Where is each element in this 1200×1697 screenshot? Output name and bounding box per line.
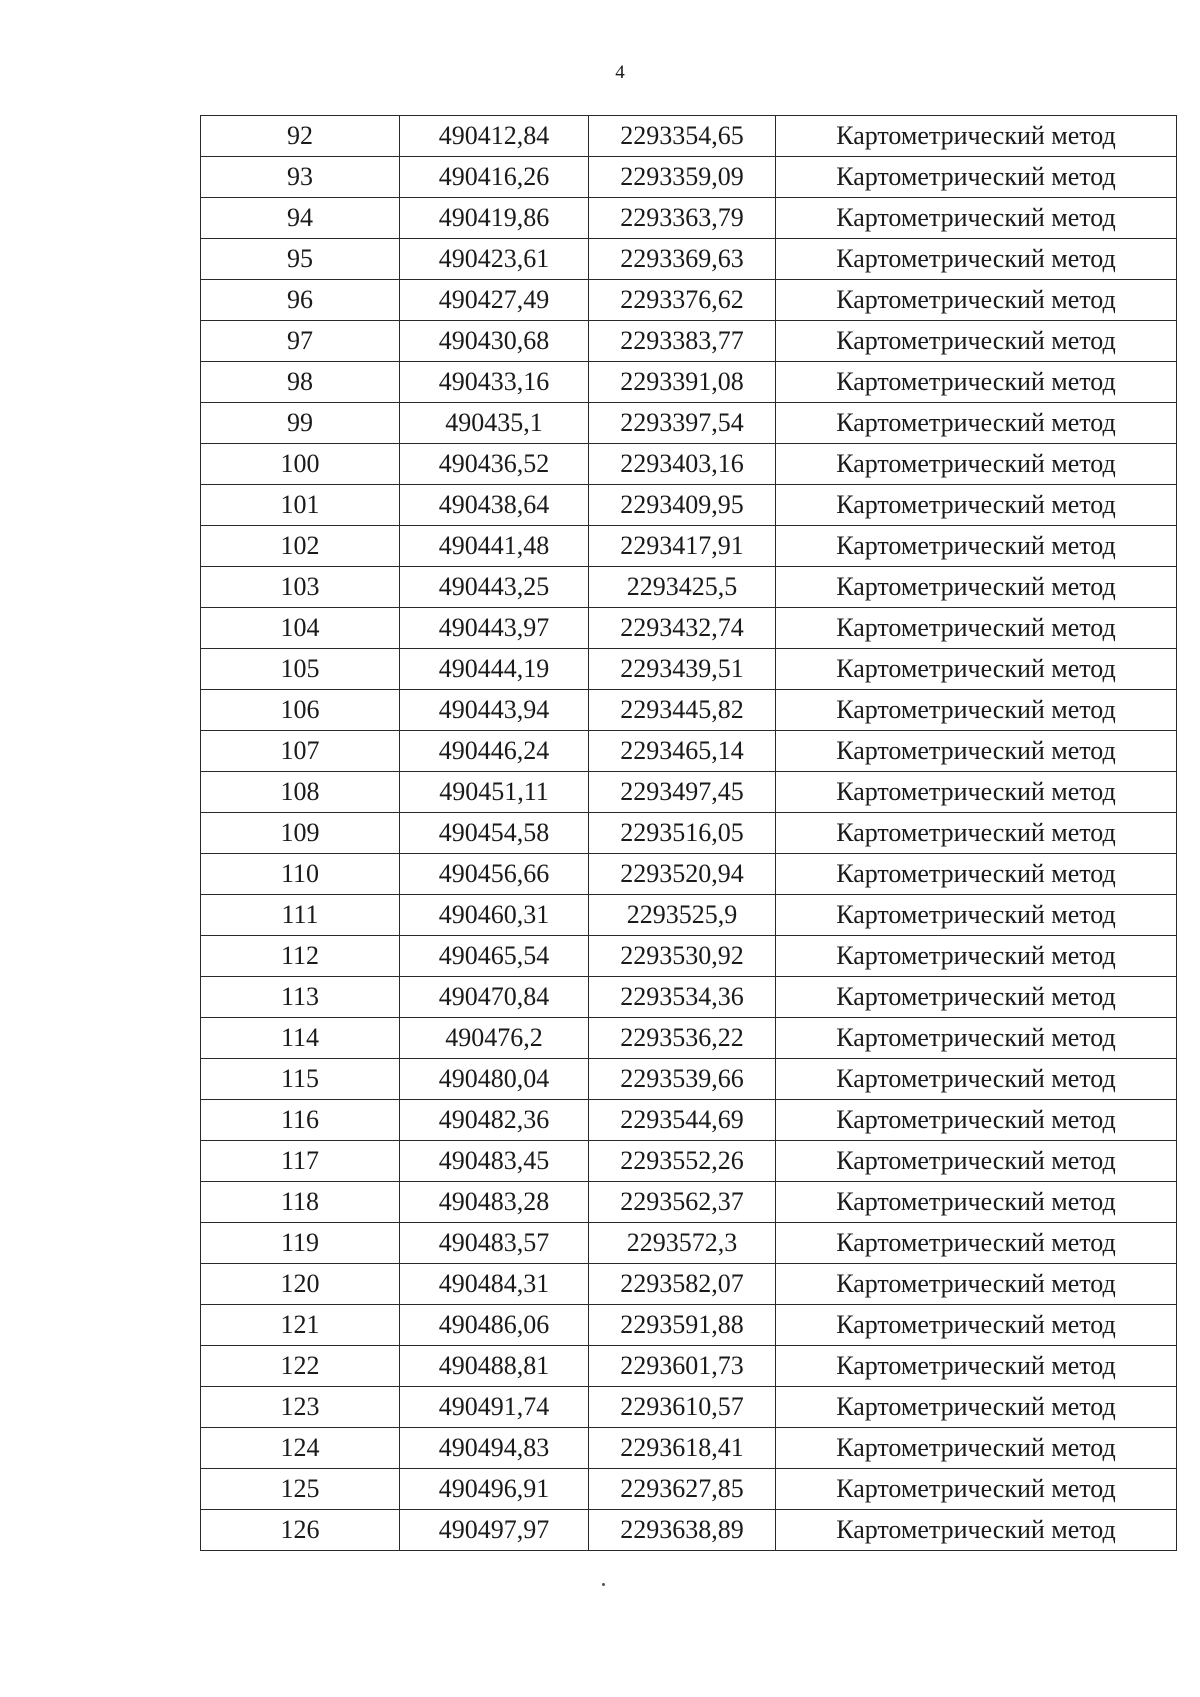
x-coordinate-cell: 490438,64: [400, 485, 589, 526]
table-row: [201, 444, 1177, 485]
y-coordinate-cell: 2293610,57: [589, 1387, 776, 1428]
y-coordinate-cell: 2293445,82: [589, 690, 776, 731]
point-number-cell: 106: [201, 690, 400, 731]
table-row: [201, 403, 1177, 444]
x-coordinate-cell: 490484,31: [400, 1264, 589, 1305]
point-number-cell: 100: [201, 444, 400, 485]
point-number-cell: 94: [201, 198, 400, 239]
method-cell: Картометрический метод: [776, 649, 1177, 690]
table-row: [201, 1346, 1177, 1387]
x-coordinate-cell: 490446,24: [400, 731, 589, 772]
method-cell: Картометрический метод: [776, 1018, 1177, 1059]
table-row: [201, 1059, 1177, 1100]
y-coordinate-cell: 2293530,92: [589, 936, 776, 977]
method-cell: Картометрический метод: [776, 813, 1177, 854]
y-coordinate-cell: 2293465,14: [589, 731, 776, 772]
point-number-cell: 99: [201, 403, 400, 444]
x-coordinate-cell: 490454,58: [400, 813, 589, 854]
method-cell: Картометрический метод: [776, 526, 1177, 567]
table-row: [201, 813, 1177, 854]
method-cell: Картометрический метод: [776, 608, 1177, 649]
y-coordinate-cell: 2293582,07: [589, 1264, 776, 1305]
y-coordinate-cell: 2293516,05: [589, 813, 776, 854]
x-coordinate-cell: 490480,04: [400, 1059, 589, 1100]
table-row: [201, 362, 1177, 403]
method-cell: Картометрический метод: [776, 1305, 1177, 1346]
x-coordinate-cell: 490443,97: [400, 608, 589, 649]
x-coordinate-cell: 490488,81: [400, 1346, 589, 1387]
point-number-cell: 125: [201, 1469, 400, 1510]
method-cell: Картометрический метод: [776, 362, 1177, 403]
y-coordinate-cell: 2293552,26: [589, 1141, 776, 1182]
method-cell: Картометрический метод: [776, 1346, 1177, 1387]
y-coordinate-cell: 2293383,77: [589, 321, 776, 362]
x-coordinate-cell: 490483,28: [400, 1182, 589, 1223]
method-cell: Картометрический метод: [776, 157, 1177, 198]
point-number-cell: 109: [201, 813, 400, 854]
table-row: [201, 608, 1177, 649]
y-coordinate-cell: 2293397,54: [589, 403, 776, 444]
table-row: [201, 772, 1177, 813]
x-coordinate-cell: 490456,66: [400, 854, 589, 895]
point-number-cell: 111: [201, 895, 400, 936]
table-row: [201, 1141, 1177, 1182]
x-coordinate-cell: 490483,45: [400, 1141, 589, 1182]
point-number-cell: 115: [201, 1059, 400, 1100]
x-coordinate-cell: 490483,57: [400, 1223, 589, 1264]
y-coordinate-cell: 2293572,3: [589, 1223, 776, 1264]
x-coordinate-cell: 490486,06: [400, 1305, 589, 1346]
method-cell: Картометрический метод: [776, 977, 1177, 1018]
x-coordinate-cell: 490470,84: [400, 977, 589, 1018]
method-cell: Картометрический метод: [776, 116, 1177, 157]
point-number-cell: 122: [201, 1346, 400, 1387]
table-row: [201, 198, 1177, 239]
method-cell: Картометрический метод: [776, 485, 1177, 526]
point-number-cell: 93: [201, 157, 400, 198]
y-coordinate-cell: 2293536,22: [589, 1018, 776, 1059]
x-coordinate-cell: 490430,68: [400, 321, 589, 362]
method-cell: Картометрический метод: [776, 1510, 1177, 1551]
method-cell: Картометрический метод: [776, 321, 1177, 362]
table-row: [201, 239, 1177, 280]
table-row: [201, 321, 1177, 362]
table-row: [201, 280, 1177, 321]
y-coordinate-cell: 2293417,91: [589, 526, 776, 567]
point-number-cell: 121: [201, 1305, 400, 1346]
point-number-cell: 113: [201, 977, 400, 1018]
table-row: [201, 1469, 1177, 1510]
method-cell: Картометрический метод: [776, 854, 1177, 895]
x-coordinate-cell: 490497,97: [400, 1510, 589, 1551]
table-row: [201, 1428, 1177, 1469]
point-number-cell: 117: [201, 1141, 400, 1182]
y-coordinate-cell: 2293601,73: [589, 1346, 776, 1387]
method-cell: Картометрический метод: [776, 567, 1177, 608]
table-row: [201, 1100, 1177, 1141]
table-row: [201, 649, 1177, 690]
point-number-cell: 116: [201, 1100, 400, 1141]
method-cell: Картометрический метод: [776, 198, 1177, 239]
table-row: [201, 854, 1177, 895]
x-coordinate-cell: 490460,31: [400, 895, 589, 936]
point-number-cell: 103: [201, 567, 400, 608]
method-cell: Картометрический метод: [776, 1428, 1177, 1469]
y-coordinate-cell: 2293520,94: [589, 854, 776, 895]
point-number-cell: 110: [201, 854, 400, 895]
table-row: [201, 936, 1177, 977]
method-cell: Картометрический метод: [776, 1223, 1177, 1264]
point-number-cell: 101: [201, 485, 400, 526]
table-row: [201, 1305, 1177, 1346]
method-cell: Картометрический метод: [776, 731, 1177, 772]
method-cell: Картометрический метод: [776, 1264, 1177, 1305]
x-coordinate-cell: 490465,54: [400, 936, 589, 977]
y-coordinate-cell: 2293525,9: [589, 895, 776, 936]
y-coordinate-cell: 2293354,65: [589, 116, 776, 157]
point-number-cell: 118: [201, 1182, 400, 1223]
x-coordinate-cell: 490451,11: [400, 772, 589, 813]
method-cell: Картометрический метод: [776, 690, 1177, 731]
point-number-cell: 102: [201, 526, 400, 567]
point-number-cell: 112: [201, 936, 400, 977]
x-coordinate-cell: 490436,52: [400, 444, 589, 485]
point-number-cell: 105: [201, 649, 400, 690]
table-row: [201, 1018, 1177, 1059]
point-number-cell: 123: [201, 1387, 400, 1428]
table-row: [201, 526, 1177, 567]
y-coordinate-cell: 2293497,45: [589, 772, 776, 813]
table-row: [201, 895, 1177, 936]
y-coordinate-cell: 2293359,09: [589, 157, 776, 198]
y-coordinate-cell: 2293369,63: [589, 239, 776, 280]
method-cell: Картометрический метод: [776, 1387, 1177, 1428]
y-coordinate-cell: 2293562,37: [589, 1182, 776, 1223]
table-row: [201, 1182, 1177, 1223]
y-coordinate-cell: 2293534,36: [589, 977, 776, 1018]
method-cell: Картометрический метод: [776, 403, 1177, 444]
y-coordinate-cell: 2293376,62: [589, 280, 776, 321]
x-coordinate-cell: 490496,91: [400, 1469, 589, 1510]
x-coordinate-cell: 490491,74: [400, 1387, 589, 1428]
method-cell: Картометрический метод: [776, 280, 1177, 321]
point-number-cell: 107: [201, 731, 400, 772]
method-cell: Картометрический метод: [776, 1469, 1177, 1510]
method-cell: Картометрический метод: [776, 444, 1177, 485]
x-coordinate-cell: 490494,83: [400, 1428, 589, 1469]
point-number-cell: 119: [201, 1223, 400, 1264]
x-coordinate-cell: 490416,26: [400, 157, 589, 198]
y-coordinate-cell: 2293403,16: [589, 444, 776, 485]
coordinates-table: [200, 115, 1177, 1551]
x-coordinate-cell: 490433,16: [400, 362, 589, 403]
y-coordinate-cell: 2293425,5: [589, 567, 776, 608]
point-number-cell: 120: [201, 1264, 400, 1305]
y-coordinate-cell: 2293638,89: [589, 1510, 776, 1551]
y-coordinate-cell: 2293618,41: [589, 1428, 776, 1469]
method-cell: Картометрический метод: [776, 1100, 1177, 1141]
table-row: [201, 1510, 1177, 1551]
x-coordinate-cell: 490419,86: [400, 198, 589, 239]
point-number-cell: 114: [201, 1018, 400, 1059]
y-coordinate-cell: 2293627,85: [589, 1469, 776, 1510]
scan-dot: [602, 1583, 605, 1586]
point-number-cell: 104: [201, 608, 400, 649]
table-row: [201, 485, 1177, 526]
table-row: [201, 690, 1177, 731]
method-cell: Картометрический метод: [776, 772, 1177, 813]
point-number-cell: 98: [201, 362, 400, 403]
x-coordinate-cell: 490412,84: [400, 116, 589, 157]
table-row: [201, 731, 1177, 772]
x-coordinate-cell: 490443,94: [400, 690, 589, 731]
y-coordinate-cell: 2293409,95: [589, 485, 776, 526]
x-coordinate-cell: 490476,2: [400, 1018, 589, 1059]
point-number-cell: 126: [201, 1510, 400, 1551]
point-number-cell: 97: [201, 321, 400, 362]
method-cell: Картометрический метод: [776, 936, 1177, 977]
coordinates-table-body: [201, 116, 1177, 1551]
x-coordinate-cell: 490444,19: [400, 649, 589, 690]
table-row: [201, 977, 1177, 1018]
y-coordinate-cell: 2293544,69: [589, 1100, 776, 1141]
point-number-cell: 124: [201, 1428, 400, 1469]
y-coordinate-cell: 2293439,51: [589, 649, 776, 690]
method-cell: Картометрический метод: [776, 1141, 1177, 1182]
y-coordinate-cell: 2293363,79: [589, 198, 776, 239]
table-row: [201, 1264, 1177, 1305]
x-coordinate-cell: 490435,1: [400, 403, 589, 444]
y-coordinate-cell: 2293591,88: [589, 1305, 776, 1346]
x-coordinate-cell: 490441,48: [400, 526, 589, 567]
table-row: [201, 116, 1177, 157]
table-row: [201, 567, 1177, 608]
x-coordinate-cell: 490427,49: [400, 280, 589, 321]
method-cell: Картометрический метод: [776, 239, 1177, 280]
table-row: [201, 1223, 1177, 1264]
method-cell: Картометрический метод: [776, 1059, 1177, 1100]
point-number-cell: 92: [201, 116, 400, 157]
y-coordinate-cell: 2293391,08: [589, 362, 776, 403]
x-coordinate-cell: 490482,36: [400, 1100, 589, 1141]
table-row: [201, 1387, 1177, 1428]
x-coordinate-cell: 490423,61: [400, 239, 589, 280]
y-coordinate-cell: 2293539,66: [589, 1059, 776, 1100]
method-cell: Картометрический метод: [776, 895, 1177, 936]
x-coordinate-cell: 490443,25: [400, 567, 589, 608]
point-number-cell: 95: [201, 239, 400, 280]
method-cell: Картометрический метод: [776, 1182, 1177, 1223]
page-number: 4: [615, 62, 625, 83]
table-row: [201, 157, 1177, 198]
point-number-cell: 108: [201, 772, 400, 813]
y-coordinate-cell: 2293432,74: [589, 608, 776, 649]
point-number-cell: 96: [201, 280, 400, 321]
